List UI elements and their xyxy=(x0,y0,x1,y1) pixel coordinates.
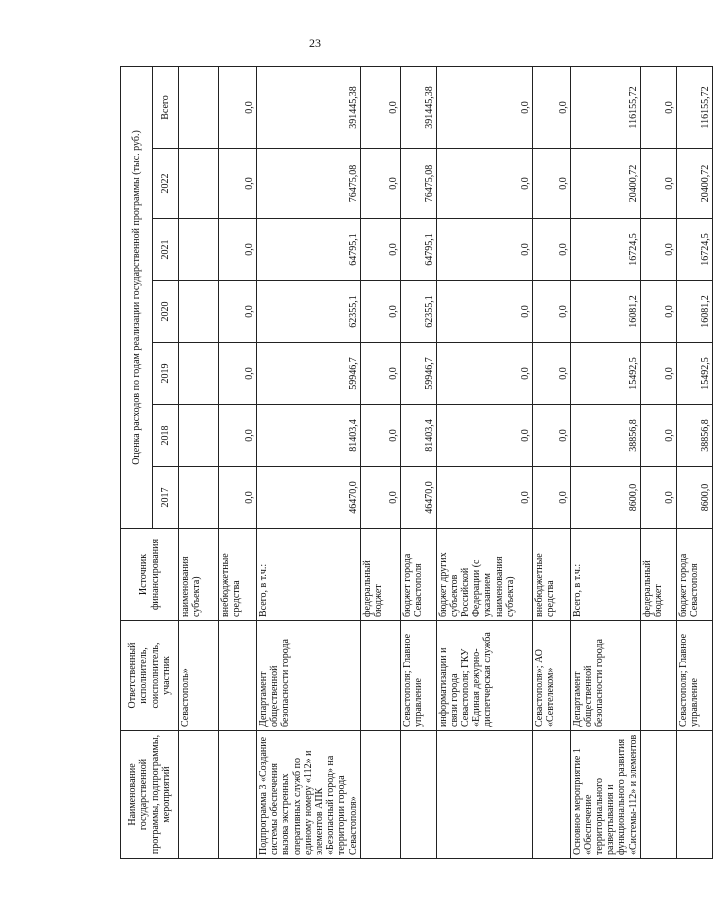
row-responsible-cell xyxy=(219,621,257,731)
row-total-cell: 0,0 xyxy=(532,66,570,148)
row-year-value-cell: 0,0 xyxy=(640,405,676,467)
row-responsible-cell: Департамент общественной безопасности города xyxy=(570,621,640,731)
row-year-value-cell: 0,0 xyxy=(532,343,570,405)
row-year-value-cell: 38856,8 xyxy=(676,405,712,467)
row-year-value-cell: 0,0 xyxy=(219,467,257,529)
row-year-value-cell: 8600,0 xyxy=(570,467,640,529)
row-source-cell: бюджет других субъектов Российской Федерации (с указанием наименования субъекта) xyxy=(436,529,532,621)
header-year: 2021 xyxy=(153,219,179,281)
row-year-value-cell: 76475,08 xyxy=(400,149,436,219)
row-responsible-cell: Севастополя; Главное управление xyxy=(676,621,712,731)
row-year-value-cell xyxy=(179,405,219,467)
row-responsible-cell: Департамент общественной безопасности города xyxy=(257,621,361,731)
row-year-value-cell: 0,0 xyxy=(436,467,532,529)
row-year-value-cell: 64795,1 xyxy=(257,219,361,281)
row-total-cell: 116155,72 xyxy=(570,66,640,148)
row-year-value-cell: 8600,0 xyxy=(676,467,712,529)
row-name-cell xyxy=(676,731,712,859)
row-year-value-cell: 16724,5 xyxy=(676,219,712,281)
row-year-value-cell: 16081,2 xyxy=(570,281,640,343)
row-year-value-cell: 0,0 xyxy=(360,467,400,529)
row-responsible-cell: Севастополь» xyxy=(179,621,219,731)
row-name-cell xyxy=(436,731,532,859)
row-year-value-cell: 46470,0 xyxy=(400,467,436,529)
table-row xyxy=(257,66,361,858)
page-number: 23 xyxy=(309,36,321,50)
row-year-value-cell: 0,0 xyxy=(436,149,532,219)
row-name-cell: Подпрограмма 3 «Создание системы обеспечения вызова экстренных оперативных служб по единому номеру «112» и элементов АПК «Безопасный город» на территории города Севастополя» xyxy=(257,731,361,859)
row-source-cell: Всего, в т.ч.: xyxy=(257,529,361,621)
row-year-value-cell: 62355,1 xyxy=(400,281,436,343)
header-responsible: Ответственный исполнитель, соисполнитель, участник xyxy=(121,621,179,731)
row-name-cell xyxy=(219,731,257,859)
header-name: Наименование государственной программы, подпрограммы, мероприятий xyxy=(121,731,179,859)
row-year-value-cell: 15492,5 xyxy=(676,343,712,405)
row-year-value-cell: 0,0 xyxy=(436,343,532,405)
table-row xyxy=(640,66,676,858)
row-year-value-cell: 0,0 xyxy=(360,343,400,405)
row-total-cell: 0,0 xyxy=(436,66,532,148)
row-year-value-cell: 0,0 xyxy=(436,219,532,281)
header-year: 2022 xyxy=(153,149,179,219)
row-year-value-cell: 0,0 xyxy=(436,405,532,467)
row-total-cell: 391445,38 xyxy=(257,66,361,148)
row-source-cell: Всего, в т.ч.: xyxy=(570,529,640,621)
row-total-cell: 391445,38 xyxy=(400,66,436,148)
row-year-value-cell: 0,0 xyxy=(360,149,400,219)
row-year-value-cell: 0,0 xyxy=(219,219,257,281)
row-source-cell: бюджет города Севастополя xyxy=(676,529,712,621)
row-year-value-cell: 0,0 xyxy=(640,343,676,405)
row-total-cell: 0,0 xyxy=(219,66,257,148)
row-year-value-cell: 20400,72 xyxy=(570,149,640,219)
table-row xyxy=(532,66,570,858)
row-year-value-cell xyxy=(179,467,219,529)
table-row xyxy=(570,66,640,858)
row-year-value-cell: 59946,7 xyxy=(257,343,361,405)
header-year: 2018 xyxy=(153,405,179,467)
row-year-value-cell: 81403,4 xyxy=(257,405,361,467)
row-year-value-cell: 0,0 xyxy=(219,281,257,343)
row-name-cell: Основное мероприятие 1 «Обеспечение территориального развертывания и функционального развития «Системы-112» и элементов xyxy=(570,731,640,859)
row-year-value-cell: 0,0 xyxy=(640,281,676,343)
header-year: 2019 xyxy=(153,343,179,405)
row-year-value-cell: 0,0 xyxy=(360,281,400,343)
row-name-cell xyxy=(532,731,570,859)
row-year-value-cell: 0,0 xyxy=(219,405,257,467)
row-year-value-cell: 0,0 xyxy=(360,219,400,281)
table-row xyxy=(676,66,712,858)
row-total-cell: 116155,72 xyxy=(676,66,712,148)
row-year-value-cell: 16724,5 xyxy=(570,219,640,281)
program-expenses-table xyxy=(120,66,713,859)
row-name-cell xyxy=(400,731,436,859)
row-responsible-cell xyxy=(360,621,400,731)
row-year-value-cell: 59946,7 xyxy=(400,343,436,405)
header-source: Источник финансирования xyxy=(121,529,179,621)
row-source-cell: федеральный бюджет xyxy=(640,529,676,621)
row-total-cell: 0,0 xyxy=(640,66,676,148)
row-name-cell xyxy=(179,731,219,859)
row-year-value-cell: 0,0 xyxy=(532,405,570,467)
row-year-value-cell: 76475,08 xyxy=(257,149,361,219)
row-year-value-cell: 15492,5 xyxy=(570,343,640,405)
row-year-value-cell: 0,0 xyxy=(640,149,676,219)
row-year-value-cell: 0,0 xyxy=(640,467,676,529)
row-responsible-cell xyxy=(640,621,676,731)
row-year-value-cell: 62355,1 xyxy=(257,281,361,343)
row-source-cell: внебюджетные средства xyxy=(532,529,570,621)
table-row xyxy=(179,66,219,858)
table-row xyxy=(400,66,436,858)
row-responsible-cell: Севастополя»; АО «Севтелеком» xyxy=(532,621,570,731)
row-year-value-cell: 0,0 xyxy=(532,281,570,343)
row-source-cell: федеральный бюджет xyxy=(360,529,400,621)
row-year-value-cell xyxy=(179,149,219,219)
header-total: Всего xyxy=(153,66,179,148)
row-year-value-cell: 16081,2 xyxy=(676,281,712,343)
table-row xyxy=(360,66,400,858)
row-name-cell xyxy=(360,731,400,859)
row-name-cell xyxy=(640,731,676,859)
row-source-cell: бюджет города Севастополя xyxy=(400,529,436,621)
row-responsible-cell: Севастополя; Главное управление xyxy=(400,621,436,731)
row-year-value-cell xyxy=(179,281,219,343)
row-year-value-cell: 0,0 xyxy=(532,219,570,281)
row-total-cell xyxy=(179,66,219,148)
row-year-value-cell: 0,0 xyxy=(436,281,532,343)
header-estimate: Оценка расходов по годам реализации государственной программы (тыс. руб.) xyxy=(121,66,153,528)
table-row xyxy=(219,66,257,858)
row-source-cell: внебюджетные средства xyxy=(219,529,257,621)
row-year-value-cell: 0,0 xyxy=(219,149,257,219)
row-year-value-cell: 0,0 xyxy=(640,219,676,281)
row-source-cell: наименования субъекта) xyxy=(179,529,219,621)
row-year-value-cell: 0,0 xyxy=(219,343,257,405)
row-year-value-cell: 64795,1 xyxy=(400,219,436,281)
row-year-value-cell xyxy=(179,343,219,405)
row-year-value-cell: 46470,0 xyxy=(257,467,361,529)
row-year-value-cell: 38856,8 xyxy=(570,405,640,467)
row-year-value-cell: 0,0 xyxy=(532,467,570,529)
row-responsible-cell: информатизации и связи города Севастополя; ГКУ «Единая дежурно-диспетчерская служба xyxy=(436,621,532,731)
row-year-value-cell: 20400,72 xyxy=(676,149,712,219)
header-year: 2017 xyxy=(153,467,179,529)
row-year-value-cell: 0,0 xyxy=(360,405,400,467)
row-year-value-cell: 81403,4 xyxy=(400,405,436,467)
row-total-cell: 0,0 xyxy=(360,66,400,148)
row-year-value-cell: 0,0 xyxy=(532,149,570,219)
table-row xyxy=(436,66,532,858)
rotated-table-container xyxy=(120,67,711,859)
header-year: 2020 xyxy=(153,281,179,343)
row-year-value-cell xyxy=(179,219,219,281)
